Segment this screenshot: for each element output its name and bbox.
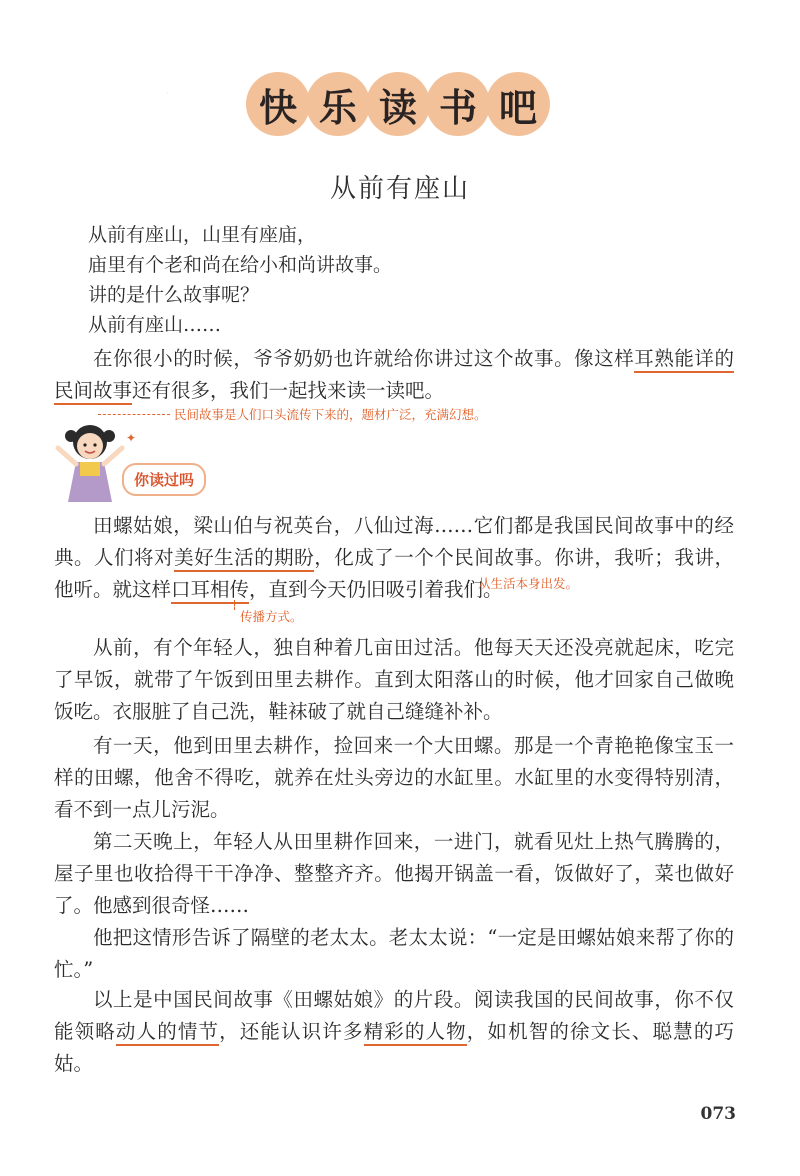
opening-poem <box>88 220 392 340</box>
title-char: 乐 <box>306 72 370 136</box>
annotation-folk-story: 民间故事是人们口头流传下来的，题材广泛，充满幻想。 <box>174 407 487 422</box>
underlined-phrase: 美好生活的期盼 <box>174 546 314 572</box>
underlined-phrase: 精彩的人物 <box>364 1020 467 1046</box>
title-char: 读 <box>366 72 430 136</box>
annotation-from-life: 从生活本身出发。 <box>478 576 579 591</box>
poem-line: 庙里有个老和尚在给小和尚讲故事。 <box>88 254 393 276</box>
svg-text:✦: ✦ <box>126 431 137 445</box>
underlined-phrase: 动人的情节 <box>116 1020 219 1046</box>
paragraph-text: ，如机智的徐文长、聪慧的巧姑。 <box>54 1020 734 1075</box>
badge-have-you-read: 你读过吗 <box>122 463 206 496</box>
paragraph-text: ，化成了一个个民间故事。你讲，我听；我讲，他听。就这样 <box>54 546 734 601</box>
paragraph-text: 以上是中国民间故事《田螺姑娘》的片段。阅读我国的民间故事，你不仅能领略 <box>54 988 734 1043</box>
annotation-leader <box>234 600 235 610</box>
annotation-spread-method: 传播方式。 <box>240 609 303 624</box>
folk-story-paragraph <box>54 510 734 606</box>
poem-line: 讲的是什么故事呢？ <box>88 284 260 306</box>
intro-paragraph <box>54 343 734 407</box>
story-paragraph-1: 从前，有个年轻人，独自种着几亩田过活。他每天天还没亮就起床，吃完了早饭，就带了午饭到田里去耕作。直到太阳落山的时候，他才回家自己做晚饭吃。衣服脏了自己洗，鞋袜破了就自己缝缝补补。 <box>54 636 734 723</box>
closing-paragraph <box>54 984 734 1080</box>
paragraph-text: ，直到今天仍旧吸引着我们。 <box>249 578 503 601</box>
poem-line: 从前有座山，山里有座庙， <box>88 224 317 246</box>
paragraph-text: ，还能认识许多 <box>219 1020 364 1043</box>
paragraph-text: 田螺姑娘，梁山伯与祝英台，八仙过海……它们都是我国民间故事中的经典。人们将对 <box>54 514 734 569</box>
title-char: 快 <box>246 72 310 136</box>
intro-text: 还有很多，我们一起找来读一读吧。 <box>132 379 445 402</box>
story-paragraph-3: 第二天晚上，年轻人从田里耕作回来，一进门，就看见灶上热气腾腾的，屋子里也收拾得干干净净、整整齐齐。他揭开锅盖一看，饭做好了，菜也做好了。他感到很奇怪…… <box>54 830 734 917</box>
section-subtitle: 从前有座山 <box>329 174 470 204</box>
underlined-phrase: 耳熟能详的 <box>634 347 734 373</box>
page-number: 073 <box>700 1104 736 1124</box>
underlined-phrase: 口耳相传 <box>171 578 249 604</box>
story-paragraph-2: 有一天，他到田里去耕作，捡回来一个大田螺。那是一个青艳艳像宝玉一样的田螺，他舍不得吃，就养在灶头旁边的水缸里。水缸里的水变得特别清，看不到一点儿污泥。 <box>54 734 734 821</box>
page-title <box>246 72 546 138</box>
title-char: 书 <box>426 72 490 136</box>
underlined-phrase: 民间故事 <box>54 379 132 405</box>
intro-text: 在你很小的时候，爷爷奶奶也许就给你讲过这个故事。像这样 <box>93 347 635 370</box>
decorative-mark: ˙ <box>165 92 170 103</box>
story-paragraph-4: 他把这情形告诉了隔壁的老太太。老太太说：“一定是田螺姑娘来帮了你的忙。” <box>54 926 734 981</box>
annotation-leader <box>98 414 170 415</box>
title-char: 吧 <box>486 72 550 136</box>
poem-line: 从前有座山…… <box>88 314 222 336</box>
